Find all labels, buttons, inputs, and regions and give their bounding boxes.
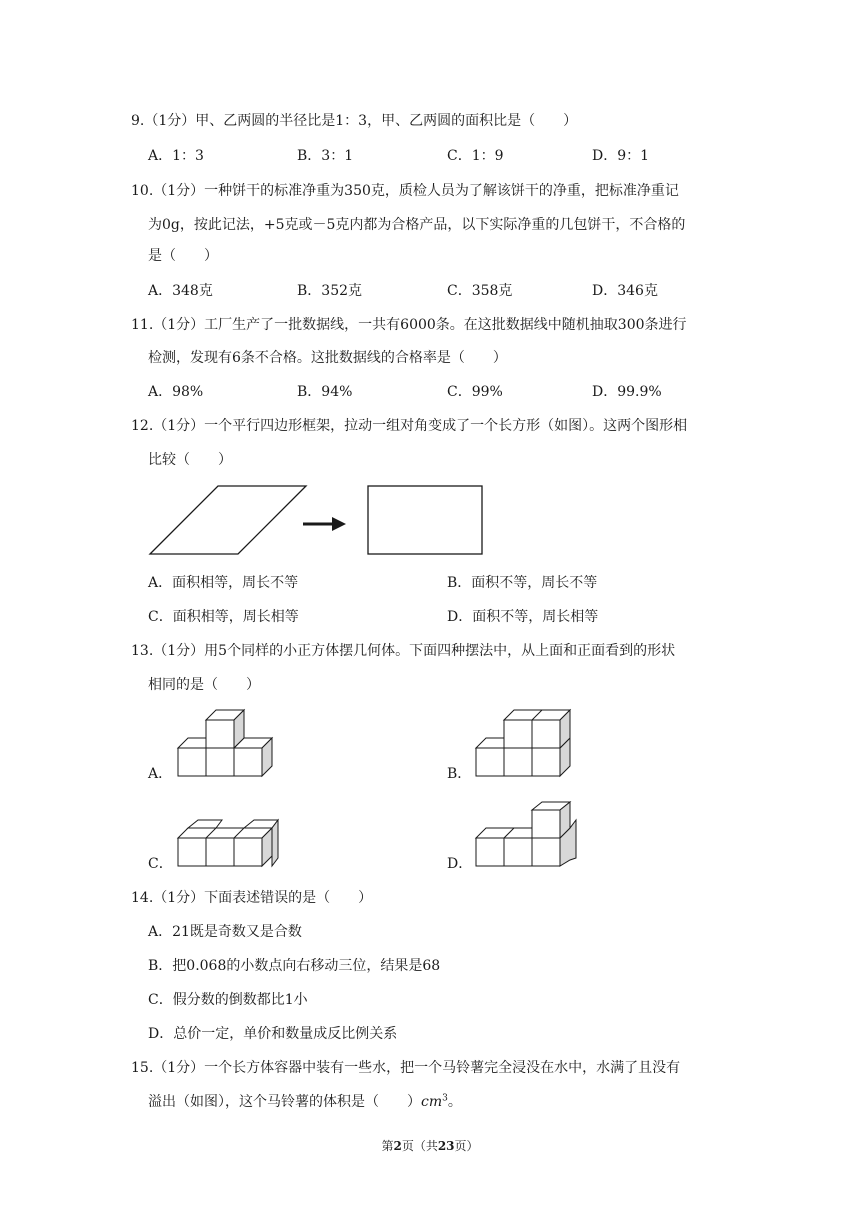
q12-option-d[interactable]: D．面积不等，周长相等 (447, 609, 599, 625)
q14-option-b[interactable]: B．把0.068的小数点向右移动三位，结果是68 (148, 958, 441, 974)
parallelogram-shape (150, 486, 306, 554)
q15-stem-line2 (148, 1092, 462, 1112)
q11-stem-line2: 检测，发现有6条不合格。这批数据线的合格率是（ ） (148, 350, 507, 366)
q15-stem-line1: 15.（1分）一个长方体容器中装有一些水，把一个马铃薯完全浸没在水中，水满了且没有 (131, 1060, 681, 1076)
q12-stem-line1: 12.（1分）一个平行四边形框架，拉动一组对角变成了一个长方形（如图）。这两个图形相 (131, 418, 688, 434)
q15-unit: cm (421, 1094, 443, 1110)
footer-prefix: 第 (381, 1139, 394, 1153)
footer-suffix: 页） (454, 1139, 479, 1153)
q13-option-c[interactable]: C． (148, 856, 173, 872)
q15-tail: 。 (447, 1094, 462, 1110)
q14-stem: 14.（1分）下面表述错误的是（ ） (131, 890, 373, 906)
q9-option-b[interactable]: B．3：1 (297, 148, 354, 164)
footer-page-number: 2 (393, 1139, 402, 1153)
q10-option-a[interactable]: A．348克 (148, 283, 213, 299)
q10-option-b[interactable]: B．352克 (297, 283, 363, 299)
q13-option-a[interactable]: A． (148, 766, 173, 782)
q9-option-a[interactable]: A．1：3 (148, 148, 204, 164)
q10-stem-line1: 10.（1分）一种饼干的标准净重为350克，质检人员为了解该饼干的净重，把标准净重记 (131, 183, 679, 199)
q9-stem: 9.（1分）甲、乙两圆的半径比是1：3，甲、乙两圆的面积比是（ ） (131, 113, 578, 129)
q12-stem-line2: 比较（ ） (148, 452, 232, 468)
q10-option-c[interactable]: C．358克 (447, 283, 513, 299)
q10-stem-line3: 是（ ） (148, 248, 218, 264)
q13-figure-c (172, 814, 284, 872)
q11-stem-line1: 11.（1分）工厂生产了一批数据线，一共有6000条。在这批数据线中随机抽取300条进行 (131, 317, 687, 333)
q14-option-d[interactable]: D．总价一定，单价和数量成反比例关系 (148, 1026, 398, 1042)
arrow-head-icon (332, 517, 346, 531)
q13-figure-d (470, 798, 582, 872)
q15-unit-exponent: 3 (442, 1093, 448, 1104)
q11-option-d[interactable]: D．99.9% (592, 384, 662, 400)
q11-option-c[interactable]: C．99% (447, 384, 503, 400)
q12-figure (146, 480, 491, 560)
q9-option-d[interactable]: D．9：1 (592, 148, 650, 164)
q14-option-c[interactable]: C．假分数的倒数都比1小 (148, 992, 308, 1008)
q13-figure-b (470, 706, 582, 780)
q10-stem-line2: 为0g，按此记法，+5克或－5克内都为合格产品，以下实际净重的几包饼干，不合格的 (148, 217, 686, 233)
q15-stem-text: 溢出（如图），这个马铃薯的体积是（ ） (148, 1094, 421, 1110)
q14-option-a[interactable]: A．21既是奇数又是合数 (148, 924, 302, 940)
footer-total-pages: 23 (437, 1139, 455, 1153)
q12-option-b[interactable]: B．面积不等，周长不等 (447, 575, 598, 591)
q13-figure-a (172, 706, 284, 780)
page-footer (0, 1138, 860, 1154)
q10-option-d[interactable]: D．346克 (592, 283, 658, 299)
q13-stem-line1: 13.（1分）用5个同样的小正方体摆几何体。下面四种摆法中，从上面和正面看到的形状 (131, 643, 676, 659)
q12-option-c[interactable]: C．面积相等，周长相等 (148, 609, 299, 625)
q13-option-d[interactable]: D． (447, 856, 473, 872)
q11-option-a[interactable]: A．98% (148, 384, 204, 400)
q9-option-c[interactable]: C．1：9 (447, 148, 504, 164)
rectangle-shape (368, 486, 482, 554)
footer-mid: 页（共 (401, 1139, 438, 1153)
q13-stem-line2: 相同的是（ ） (148, 677, 260, 693)
q12-option-a[interactable]: A．面积相等，周长不等 (148, 575, 299, 591)
q13-option-b[interactable]: B． (447, 766, 472, 782)
q11-option-b[interactable]: B．94% (297, 384, 353, 400)
